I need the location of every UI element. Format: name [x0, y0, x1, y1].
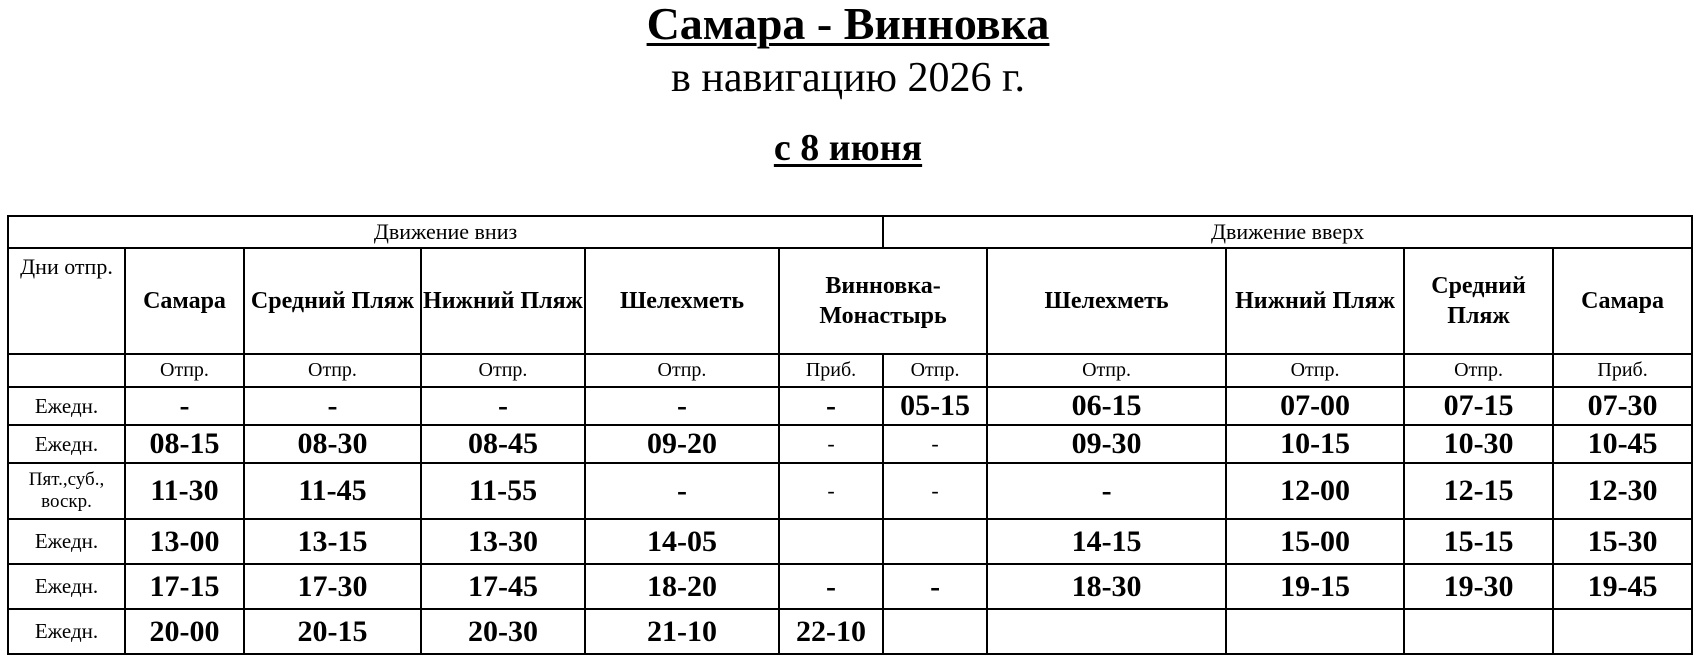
time-cell: 07-30: [1553, 387, 1692, 425]
time-cell: 13-30: [421, 519, 585, 564]
time-cell: -: [421, 387, 585, 425]
days-cell: Ежедн.: [8, 519, 125, 564]
table-row: [8, 463, 1692, 519]
time-cell: 07-15: [1404, 387, 1553, 425]
page-title: Самара - Винновка: [646, 0, 1050, 49]
time-cell: 08-30: [244, 425, 421, 463]
time-cell: 15-15: [1404, 519, 1553, 564]
action-cell: Отпр.: [1404, 354, 1553, 387]
time-cell: 10-30: [1404, 425, 1553, 463]
time-cell: 12-30: [1553, 463, 1692, 519]
action-cell: Отпр.: [421, 354, 585, 387]
time-cell: -: [585, 387, 779, 425]
time-cell: 10-45: [1553, 425, 1692, 463]
action-cell: Отпр.: [244, 354, 421, 387]
time-cell: 19-15: [1226, 564, 1404, 609]
action-cell: [8, 354, 125, 387]
time-cell: 06-15: [987, 387, 1226, 425]
time-cell: 11-30: [125, 463, 244, 519]
time-cell: -: [779, 463, 883, 519]
days-cell: Ежедн.: [8, 387, 125, 425]
time-cell: 09-20: [585, 425, 779, 463]
time-cell: 14-15: [987, 519, 1226, 564]
time-cell: [883, 609, 987, 654]
days-cell: Ежедн.: [8, 425, 125, 463]
time-cell: 11-45: [244, 463, 421, 519]
time-cell: -: [244, 387, 421, 425]
time-cell: 20-15: [244, 609, 421, 654]
station-sredniy-plyazh-down: Средний Пляж: [244, 248, 421, 354]
action-row: [8, 354, 1692, 387]
station-sredniy-plyazh-up: Средний Пляж: [1404, 248, 1553, 354]
action-cell: Отпр.: [1226, 354, 1404, 387]
station-shelekhmet-down: Шелехметь: [585, 248, 779, 354]
time-cell: 07-00: [1226, 387, 1404, 425]
time-cell: 13-15: [244, 519, 421, 564]
days-cell: Ежедн.: [8, 564, 125, 609]
station-samara-down: Самара: [125, 248, 244, 354]
time-cell: 12-15: [1404, 463, 1553, 519]
station-nizhniy-plyazh-up: Нижний Пляж: [1226, 248, 1404, 354]
days-cell: Пят.,суб., воскр.: [8, 463, 125, 519]
direction-row: [8, 216, 1692, 248]
station-vinnovka: Винновка-Монастырь: [779, 248, 987, 354]
time-cell: -: [779, 425, 883, 463]
action-cell: Отпр.: [125, 354, 244, 387]
action-cell: Приб.: [779, 354, 883, 387]
time-cell: 05-15: [883, 387, 987, 425]
direction-up-header: Движение вверх: [883, 216, 1692, 248]
time-cell: 15-30: [1553, 519, 1692, 564]
time-cell: -: [779, 564, 883, 609]
time-cell: 20-00: [125, 609, 244, 654]
time-cell: [779, 519, 883, 564]
time-cell: -: [883, 564, 987, 609]
time-cell: 08-45: [421, 425, 585, 463]
time-cell: [883, 519, 987, 564]
time-cell: 09-30: [987, 425, 1226, 463]
time-cell: 19-30: [1404, 564, 1553, 609]
time-cell: 19-45: [1553, 564, 1692, 609]
time-cell: -: [883, 463, 987, 519]
table-row: [8, 609, 1692, 654]
table-row: [8, 564, 1692, 609]
table-row: [8, 519, 1692, 564]
station-nizhniy-plyazh-down: Нижний Пляж: [421, 248, 585, 354]
table-row: [8, 425, 1692, 463]
time-cell: 13-00: [125, 519, 244, 564]
time-cell: 17-45: [421, 564, 585, 609]
station-header-row: [8, 248, 1692, 354]
time-cell: [987, 609, 1226, 654]
time-cell: 18-30: [987, 564, 1226, 609]
days-header: Дни отпр.: [8, 248, 125, 354]
action-cell: Отпр.: [987, 354, 1226, 387]
station-samara-up: Самара: [1553, 248, 1692, 354]
time-cell: 15-00: [1226, 519, 1404, 564]
time-cell: [1226, 609, 1404, 654]
time-cell: -: [883, 425, 987, 463]
time-cell: 22-10: [779, 609, 883, 654]
time-cell: 14-05: [585, 519, 779, 564]
time-cell: -: [585, 463, 779, 519]
effective-date: с 8 июня: [773, 127, 923, 169]
time-cell: 10-15: [1226, 425, 1404, 463]
time-cell: [1553, 609, 1692, 654]
time-cell: 11-55: [421, 463, 585, 519]
time-cell: 18-20: [585, 564, 779, 609]
time-cell: -: [125, 387, 244, 425]
action-cell: Приб.: [1553, 354, 1692, 387]
action-cell: Отпр.: [883, 354, 987, 387]
time-cell: 08-15: [125, 425, 244, 463]
time-cell: 12-00: [1226, 463, 1404, 519]
days-cell: Ежедн.: [8, 609, 125, 654]
page-subtitle: в навигацию 2026 г.: [671, 55, 1025, 101]
station-shelekhmet-up: Шелехметь: [987, 248, 1226, 354]
time-cell: -: [779, 387, 883, 425]
time-cell: 20-30: [421, 609, 585, 654]
time-cell: -: [987, 463, 1226, 519]
time-cell: 17-15: [125, 564, 244, 609]
table-row: [8, 387, 1692, 425]
action-cell: Отпр.: [585, 354, 779, 387]
time-cell: 21-10: [585, 609, 779, 654]
time-cell: [1404, 609, 1553, 654]
direction-down-header: Движение вниз: [8, 216, 883, 248]
time-cell: 17-30: [244, 564, 421, 609]
schedule-table: [7, 215, 1693, 655]
